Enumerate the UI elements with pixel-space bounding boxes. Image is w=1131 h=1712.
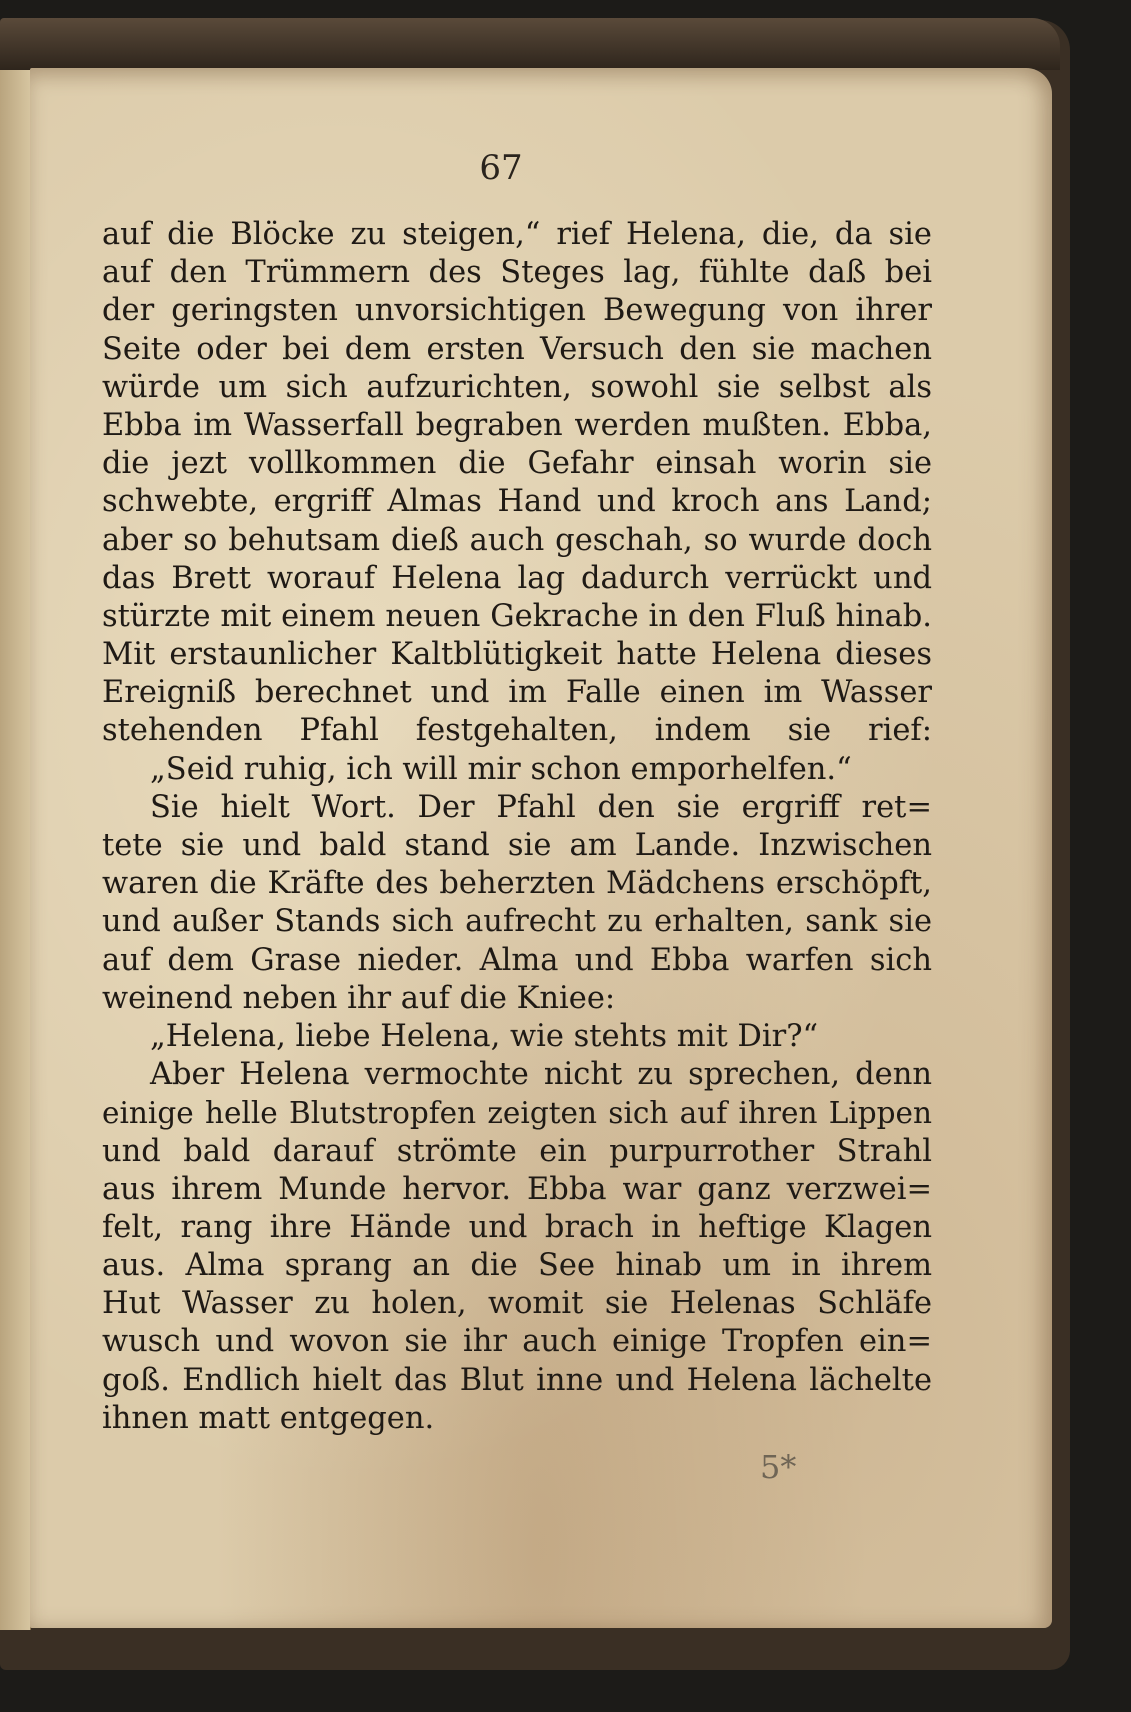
text-line: auf die Blöcke zu steigen,“ rief Helena, die, da sie [102,217,932,252]
body-text [102,216,932,1438]
text-line: schwebte, ergriff Almas Hand und kroch ans Land; [102,484,932,520]
text-line: das Brett worauf Helena lag dadurch verrückt und [102,560,932,596]
text-line: auf den Trümmern des Steges lag, fühlte daß bei [102,255,932,291]
text-line: und bald darauf strömte ein purpurrother Strahl [102,1133,932,1169]
text-line: aus. Alma sprang an die See hinab um in ihrem [102,1248,932,1284]
printer-signature-mark: 5* [760,1448,797,1486]
text-line: stürzte mit einem neuen Gekrache in den Fluß hinab. [102,598,932,634]
text-line: aber so behutsam dieß auch geschah, so wurde doch [102,522,932,558]
text-line: der geringsten unvorsichtigen Bewegung von ihrer [102,293,932,329]
text-line: goß. Endlich hielt das Blut inne und Helena lächelte [102,1362,932,1398]
text-line: einige helle Blutstropfen zeigten sich auf ihren Lippen [102,1096,932,1131]
text-line: auf dem Grase nieder. Alma und Ebba warfen sich [102,942,932,978]
text-line: aus ihrem Munde hervor. Ebba war ganz verzwei= [102,1171,932,1207]
page-number: 67 [479,148,523,188]
text-line: wusch und wovon sie ihr auch einige Tropfen ein= [102,1324,932,1360]
book-page [30,68,1052,1628]
text-line: Hut Wasser zu holen, womit sie Helenas Schläfe [102,1286,932,1322]
text-line: weinend neben ihr auf die Kniee: [102,980,616,1016]
text-line: „Helena, liebe Helena, wie stehts mit Dir?“ [150,1018,819,1054]
text-line: „Seid ruhig, ich will mir schon emporhelfen.“ [150,751,852,787]
book-cover-top-edge [0,18,1060,70]
text-line: Ebba im Wasserfall begraben werden mußten. Ebba, [102,407,932,443]
text-line: Sie hielt Wort. Der Pfahl den sie ergriff ret= [150,789,932,825]
text-line: Mit erstaunlicher Kaltblütigkeit hatte Helena dieses [102,637,932,673]
text-line: ihnen matt entgegen. [102,1400,435,1436]
text-line: waren die Kräfte des beherzten Mädchens erschöpft, [102,866,932,902]
text-line: Aber Helena vermochte nicht zu sprechen, denn [150,1057,932,1093]
text-line: würde um sich aufzurichten, sowohl sie selbst als [102,369,932,405]
text-line: stehenden Pfahl festgehalten, indem sie rief: [102,713,932,749]
text-line: felt, rang ihre Hände und brach in heftige Klagen [102,1209,932,1245]
text-line: und außer Stands sich aufrecht zu erhalten, sank sie [102,904,932,940]
text-line: die jezt vollkommen die Gefahr einsah worin sie [102,446,932,482]
text-line: Seite oder bei dem ersten Versuch den sie machen [102,331,932,367]
text-line: tete sie und bald stand sie am Lande. Inzwischen [102,828,932,863]
text-line: Ereigniß berechnet und im Falle einen im Wasser [102,675,932,711]
previous-page-edge [0,70,31,1630]
